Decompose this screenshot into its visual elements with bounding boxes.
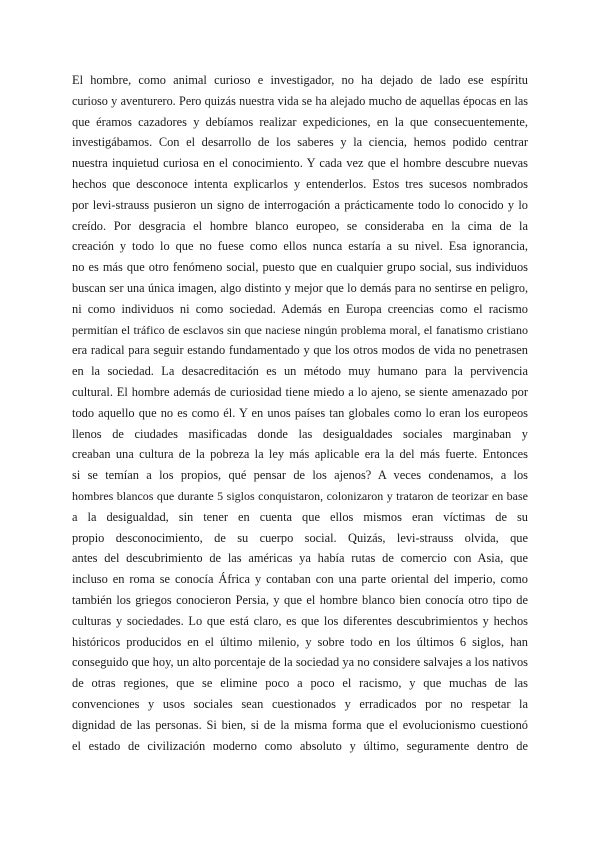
text-line: permitían el tráfico de esclavos sin que naciese ningún problema moral, el fanatismo cristiano: [72, 322, 528, 337]
text-line: creaban una cultura de la pobreza la ley más aplicable era la del más fuerte. Entonces: [72, 447, 528, 462]
text-line: que éramos cazadores y debíamos realizar expediciones, en la que consecuentemente,: [72, 114, 528, 129]
text-line: nuestra inquietud curiosa en el conocimiento. Y cada vez que el hombre descubre nuevas: [72, 156, 528, 171]
text-line: creación y todo lo que no fuese como ellos nunca estaría a su nivel. Esa ignorancia,: [72, 239, 528, 254]
text-line: por levi-strauss pusieron un signo de interrogación a prácticamente todo lo conocido y lo: [72, 197, 528, 212]
text-line: incluso en roma se conocía África y contaban con una parte oriental del imperio, como: [72, 572, 528, 587]
text-line: curioso y aventurero. Pero quizás nuestra vida se ha alejado mucho de aquellas épocas en las: [72, 93, 528, 108]
text-line: hechos que desconoce intenta explicarlos y entenderlos. Estos tres sucesos nombrados: [72, 176, 528, 191]
text-line: buscan ser una única imagen, algo distinto y mejor que lo demás para no sentirse en peligro,: [72, 280, 528, 295]
text-line: de otras regiones, que se elimine poco a poco el racismo, y que muchas de las: [72, 676, 528, 691]
text-line: ni como individuos ni como sociedad. Además en Europa creencias como el racismo: [72, 301, 528, 316]
text-line: culturas y sociedades. Lo que está claro, es que los diferentes descubrimientos y hechos: [72, 613, 528, 628]
text-line: investigábamos. Con el desarrollo de los saberes y la ciencia, hemos podido centrar: [72, 135, 528, 150]
text-line: el estado de civilización moderno como absoluto y último, seguramente dentro de: [72, 738, 528, 753]
text-line: llenos de ciudades masificadas donde las desigualdades sociales marginaban y: [72, 426, 528, 441]
body-paragraph: [72, 70, 528, 756]
text-line: a la desigualdad, sin tener en cuenta que ellos mismos eran víctimas de su: [72, 509, 528, 524]
text-line: creído. Por desgracia el hombre blanco europeo, se consideraba en la cima de la: [72, 218, 528, 233]
text-line: convenciones y usos sociales sean cuestionados y erradicados por no respetar la: [72, 696, 528, 711]
text-line: dignidad de las personas. Si bien, si de la misma forma que el evolucionismo cuestionó: [72, 717, 528, 732]
text-line: propio desconocimiento, de su cuerpo social. Quizás, levi-strauss olvida, que: [72, 530, 528, 545]
text-line: era radical para seguir estando fundamentado y que los otros modos de vida no penetrasen: [72, 343, 528, 358]
text-line: no es más que otro fenómeno social, puesto que en cualquier grupo social, sus individuos: [72, 260, 528, 275]
text-line: históricos producidos en el último milenio, y sobre todo en los últimos 6 siglos, han: [72, 634, 528, 649]
text-line: también los griegos conocieron Persia, y que el hombre blanco bien conocía otro tipo de: [72, 592, 528, 607]
text-line: El hombre, como animal curioso e investigador, no ha dejado de lado ese espíritu: [72, 73, 528, 87]
text-line: si se temían a los propios, qué pensar de los ajenos? A veces condenamos, a los: [72, 468, 528, 483]
text-line: conseguido que hoy, un alto porcentaje de la sociedad ya no considere salvajes a los nativos: [72, 655, 528, 670]
text-line: hombres blancos que durante 5 siglos conquistaron, colonizaron y trataron de teorizar en base: [72, 488, 528, 503]
text-line: cultural. El hombre además de curiosidad tiene miedo a lo ajeno, se siente amenazado por: [72, 384, 528, 399]
text-line: antes del descubrimiento de las américas ya había rutas de comercio con Asia, que: [72, 551, 528, 566]
text-line: en la sociedad. La desacreditación es un método muy humano para la pervivencia: [72, 364, 528, 379]
text-line: todo aquello que no es como él. Y en unos países tan globales como lo eran los europeos: [72, 405, 528, 420]
